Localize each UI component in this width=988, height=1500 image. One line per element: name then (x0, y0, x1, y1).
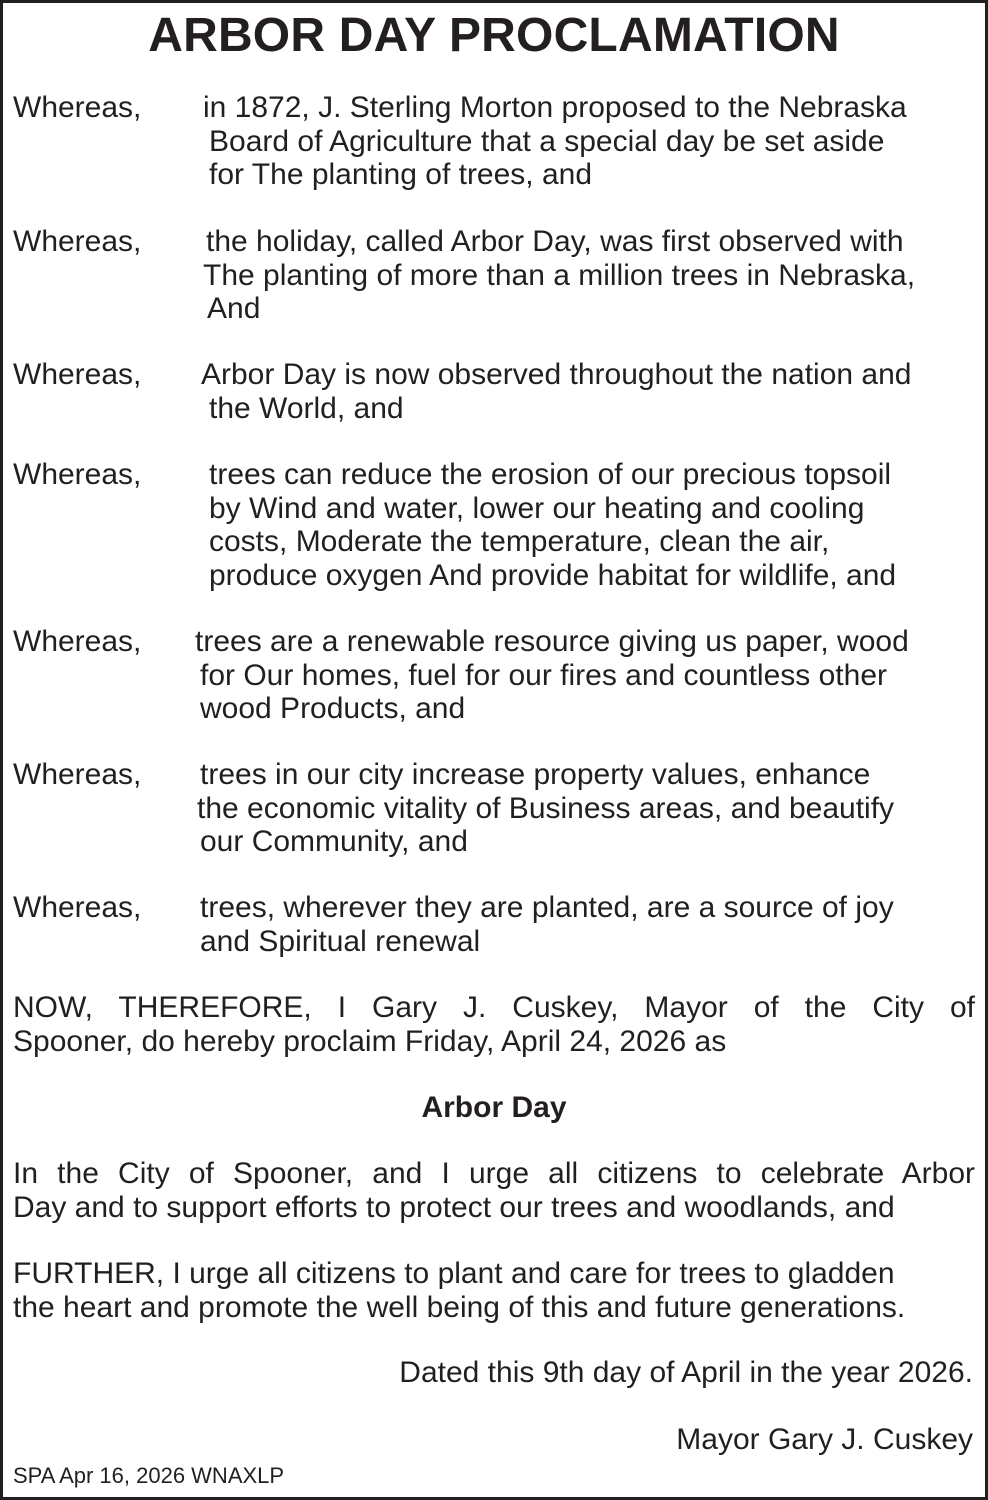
clause-line: by Wind and water, lower our heating and cooling (209, 491, 865, 525)
whereas-label: Whereas, (13, 91, 142, 124)
clause-line: in 1872, J. Sterling Morton proposed to the Nebraska (203, 91, 907, 124)
clause-line: produce oxygen And provide habitat for wildlife, and (209, 558, 897, 592)
whereas-label: Whereas, (13, 458, 142, 491)
whereas-label: Whereas, (13, 225, 142, 258)
clause-line: and Spiritual renewal (200, 924, 481, 958)
paragraph-line: Spooner, do hereby proclaim Friday, April 24, 2026 as (13, 1024, 727, 1058)
whereas-label: Whereas, (13, 358, 142, 391)
clause-line: the World, and (209, 391, 404, 425)
dated-line: Dated this 9th day of April in the year 2026. (399, 1356, 973, 1389)
mayor-signature: Mayor Gary J. Cuskey (676, 1423, 973, 1456)
paragraph-line: NOW, THEREFORE, I Gary J. Cuskey, Mayor of the City of (13, 991, 975, 1024)
clause-line: our Community, and (200, 825, 468, 858)
further-paragraph (13, 1257, 975, 1324)
urge-paragraph (13, 1157, 975, 1224)
publication-code: SPA Apr 16, 2026 WNAXLP (13, 1463, 285, 1488)
clause-line: the economic vitality of Business areas, and beautify (197, 791, 895, 825)
proclaimed-day-heading: Arbor Day (421, 1091, 567, 1124)
paragraph-line: the heart and promote the well being of this and future generations. (13, 1290, 906, 1324)
clause-line: trees are a renewable resource giving us paper, wood (195, 625, 909, 658)
whereas-label: Whereas, (13, 625, 142, 658)
clause-line: costs, Moderate the temperature, clean the air, (209, 525, 830, 558)
now-therefore-paragraph (13, 991, 975, 1058)
clause-line: Board of Agriculture that a special day be set aside (209, 124, 885, 158)
whereas-label: Whereas, (13, 758, 142, 791)
clause-line: And (207, 292, 261, 325)
clause-line: for Our homes, fuel for our fires and countless other (200, 658, 887, 692)
page-title: ARBOR DAY PROCLAMATION (148, 9, 840, 62)
clause-line: The planting of more than a million trees in Nebraska, (203, 258, 916, 292)
paragraph-line: FURTHER, I urge all citizens to plant and care for trees to gladden (13, 1257, 895, 1290)
clause-line: the holiday, called Arbor Day, was first observed with (206, 225, 904, 258)
clause-line: trees, wherever they are planted, are a source of joy (200, 891, 894, 924)
whereas-label: Whereas, (13, 891, 142, 924)
paragraph-line: In the City of Spooner, and I urge all citizens to celebrate Arbor (13, 1157, 975, 1190)
clause-line: trees can reduce the erosion of our precious topsoil (209, 458, 892, 491)
clause-line: Arbor Day is now observed throughout the nation and (201, 358, 912, 391)
clause-line: wood Products, and (200, 692, 466, 725)
clause-line: for The planting of trees, and (209, 158, 593, 191)
clause-line: trees in our city increase property values, enhance (200, 758, 871, 791)
paragraph-line: Day and to support efforts to protect our trees and woodlands, and (13, 1190, 895, 1224)
